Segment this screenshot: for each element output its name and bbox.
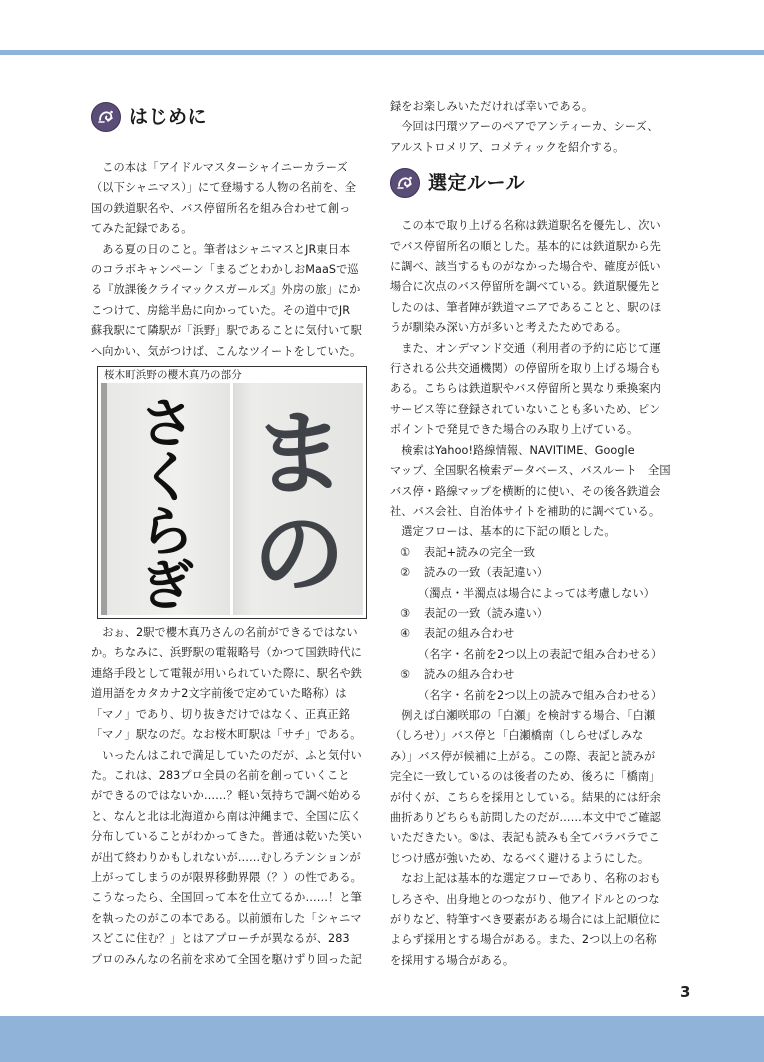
intro-heading-text: はじめに — [129, 105, 208, 128]
text-line: が付くが、こちらを採用としている。結果的には紆余 — [390, 790, 661, 804]
text-line: じつけ感が強いため、なるべく避けるようにした。 — [390, 851, 650, 865]
text-line: スどこに住む？」とはアプローチが異なるが、283 — [91, 932, 350, 946]
text-line: み）」バス停が候補に上がる。この際、表記と読みが — [390, 749, 656, 763]
intro-body-before — [91, 158, 373, 362]
text-line: ある夏の日のこと。筆者はシャニマスとJR東日本 — [102, 242, 351, 256]
text-line: が出て終わりかもしれないが……むしろテンションが — [91, 850, 361, 864]
text-line: のコラボキャンペーン「まるごとわかしおMaaSで巡 — [91, 263, 359, 277]
text-line: ある。こちらは鉄道駅やバス停留所と異なり乗換案内 — [390, 382, 661, 396]
text-line: バス停・路線マップを横断的に使い、その後各鉄道会 — [390, 484, 661, 498]
text-line: る『放課後クライマックスガールズ』外房の旅」にか — [91, 283, 361, 297]
text-line: この本は「アイドルマスターシャイニーカラーズ — [102, 161, 348, 174]
text-line: がりなど、特筆すべき要素がある場合には上記順位に — [390, 913, 661, 927]
text-line: 検索はYahoo!路線情報、NAVITIME、Google — [401, 443, 635, 457]
rules-heading — [390, 166, 668, 200]
text-line: 社、バス会社、自治体サイトを補助的に調べている。 — [390, 504, 661, 518]
text-line: よらず採用とする場合がある。また、2つ以上の名称 — [390, 933, 657, 947]
intro-body-continued — [390, 97, 668, 158]
sign-character: さ — [139, 392, 195, 456]
text-line: か。ちなみに、浜野駅の電報略号（かつて国鉄時代に — [91, 646, 362, 660]
text-line: アルストロメリア、コメティックを紹介する。 — [390, 140, 625, 154]
photo-figure — [97, 366, 367, 619]
sakuragi-sign-text — [137, 392, 197, 616]
text-line: この本で取り上げる名称は鉄道駅名を優先し、次い — [401, 219, 661, 233]
flow-item-label: 読みの一致（表記違い） — [424, 566, 549, 580]
flow-item — [390, 563, 668, 583]
text-line: （以下シャニマス）」にて登場する人物の名前を、全 — [91, 181, 357, 195]
flow-item-label: 表記の組み合わせ — [424, 627, 515, 641]
flow-item — [390, 604, 668, 624]
text-line: に調べ、該当するものがなかった場合や、確度が低い — [390, 260, 661, 274]
photo-caption: 桜木町浜野の櫻木真乃の部分 — [104, 369, 242, 382]
flow-item-number: ⑤ — [400, 668, 411, 682]
text-line: 道用語をカタカナ2文字前後で定めていた略称）は — [91, 687, 347, 701]
text-line: を執ったのがこの本である。以前頒布した「シャニマ — [91, 911, 362, 925]
sign-character: ぎ — [139, 554, 195, 616]
text-line: （しろせ）」バス停と「白瀬橋南（しらせばしみな — [390, 729, 644, 743]
text-line: 国の鉄道駅名や、バス停留所名を組み合わせて創っ — [91, 201, 351, 215]
text-line: 場合に次点のバス停留所を調べている。鉄道駅優先と — [390, 280, 661, 294]
flow-item — [390, 624, 668, 644]
text-line: を採用する場合がある。 — [390, 953, 515, 967]
text-line: と、なんと北は北海道から南は沖縄まで、全国に広く — [91, 809, 362, 823]
rules-heading-text: 選定ルール — [428, 172, 526, 195]
text-line: 今回は円環ツアーのペアでアンティーカ、シーズ、 — [401, 120, 659, 134]
flow-item-label: 読みの組み合わせ — [424, 668, 515, 682]
text-line: こうなったら、全国回って本を仕立てるか……！と筆 — [91, 891, 362, 905]
text-line: こつけて、房総半島に向かっていた。その道中でJR — [91, 303, 351, 317]
flow-item-note: （濁点・半濁点は場合によっては考慮しない） — [418, 586, 656, 600]
text-line: おぉ、2駅で櫻木真乃さんの名前ができるではない — [102, 626, 358, 640]
rules-body — [390, 216, 671, 543]
flow-item-number: ④ — [400, 627, 411, 641]
sign-character: く — [139, 446, 195, 510]
text-line: 選定フローは、基本的に下記の順とした。 — [401, 525, 616, 539]
text-line: へ向かい、気がつけば、こんなツイートをしていた。 — [91, 344, 362, 358]
text-line: た。これは、283プロ全員の名前を創っていくこと — [91, 768, 350, 782]
top-rule — [0, 50, 764, 55]
bottom-band — [0, 1016, 764, 1062]
sakuragi-sign — [101, 383, 230, 615]
text-line: 蘇我駅にて隣駅が「浜野」駅であることに気付いて駅 — [91, 324, 362, 338]
swirl-emblem-icon — [390, 168, 420, 198]
text-line: サービス等に登録されていないことも多いため、ピン — [390, 402, 661, 416]
flow-item-label: 表記+読みの完全一致 — [424, 545, 536, 559]
mano-sign — [233, 383, 363, 615]
text-line: また、オンデマンド交通（利用者の予約に応じて運 — [401, 341, 661, 355]
photo-image — [98, 383, 366, 618]
right-column — [390, 97, 671, 971]
text-line: 例えば白瀬咲耶の「白瀬」を検討する場合、「白瀬 — [401, 708, 656, 722]
swirl-emblem-icon — [91, 102, 121, 132]
text-line: でバス停留所名の順とした。基本的には鉄道駅から先 — [390, 239, 661, 253]
text-line: 「マノ」であり、切り抜きだけではなく、正真正銘 — [91, 707, 351, 721]
text-line: 録をお楽しみいただければ幸いである。 — [390, 100, 594, 113]
text-line: てみた記録である。 — [91, 222, 193, 236]
text-line: ができるのではないか……？軽い気持ちで調べ始める — [91, 789, 362, 803]
text-line: なお上記は基本的な選定フローであり、名称のおも — [401, 872, 661, 886]
text-line: プロのみんなの名前を求めて全国を駆けずり回った記 — [91, 952, 362, 966]
flow-item-number: ② — [400, 566, 411, 580]
rules-body-closing — [390, 706, 668, 971]
text-line: 曲折ありどちらも訪問したのだが……本文中でご確認 — [390, 811, 661, 824]
flow-item-label: 表記の一致（読み違い） — [424, 606, 549, 620]
text-line: 行される公共交通機関）の停留所を取り上げる場合も — [390, 362, 661, 376]
text-line: 連絡手段として電報が用いられていた際に、駅名や鉄 — [91, 666, 362, 680]
sign-character: ま — [252, 401, 346, 509]
text-line: したのは、筆者陣が鉄道マニアであることと、駅のほ — [390, 300, 662, 314]
flow-item-number: ① — [400, 545, 411, 559]
text-line: いただきたい。⑤は、表記も読みも全てバラバラでこ — [390, 831, 660, 845]
text-line: しろさや、出身地とのつながり、他アイドルとのつな — [390, 892, 660, 906]
flow-item — [390, 543, 668, 563]
flow-item-number: ③ — [400, 606, 411, 620]
intro-heading — [91, 100, 373, 134]
intro-body-after — [91, 623, 373, 970]
left-column — [91, 100, 373, 970]
selection-flow-list — [390, 543, 668, 706]
text-line: 上がってしまうのが限界移動界隈（？）の性である。 — [91, 870, 362, 884]
text-line: うが馴染み深い方が多いと考えたためである。 — [390, 321, 628, 335]
mano-sign-text — [241, 401, 357, 609]
sign-edge — [101, 383, 107, 615]
text-line: ポイントで発見できた場合のみ取り上げている。 — [390, 423, 639, 437]
text-line: 完全に一致しているのは後者のため、後ろに「橋南」 — [390, 770, 661, 784]
sign-character: ら — [139, 500, 195, 564]
text-line: いったんはこれで満足していたのだが、ふと気付い — [102, 748, 362, 762]
sign-character: の — [252, 501, 346, 609]
flow-item-note: （名字・名前を2つ以上の表記で組み合わせる） — [418, 647, 663, 661]
text-line: 分布していることがわかってきた。普通は乾いた笑い — [91, 830, 362, 844]
page-number: 3 — [680, 983, 691, 1001]
text-line: マップ、全国駅名検索データベース、バスルート 全国 — [390, 464, 671, 478]
flow-item — [390, 665, 668, 685]
flow-item-note: （名字・名前を2つ以上の読みで組み合わせる） — [418, 688, 663, 702]
text-line: 「マノ」駅なのだ。なお桜木町駅は「サチ」である。 — [91, 728, 362, 742]
